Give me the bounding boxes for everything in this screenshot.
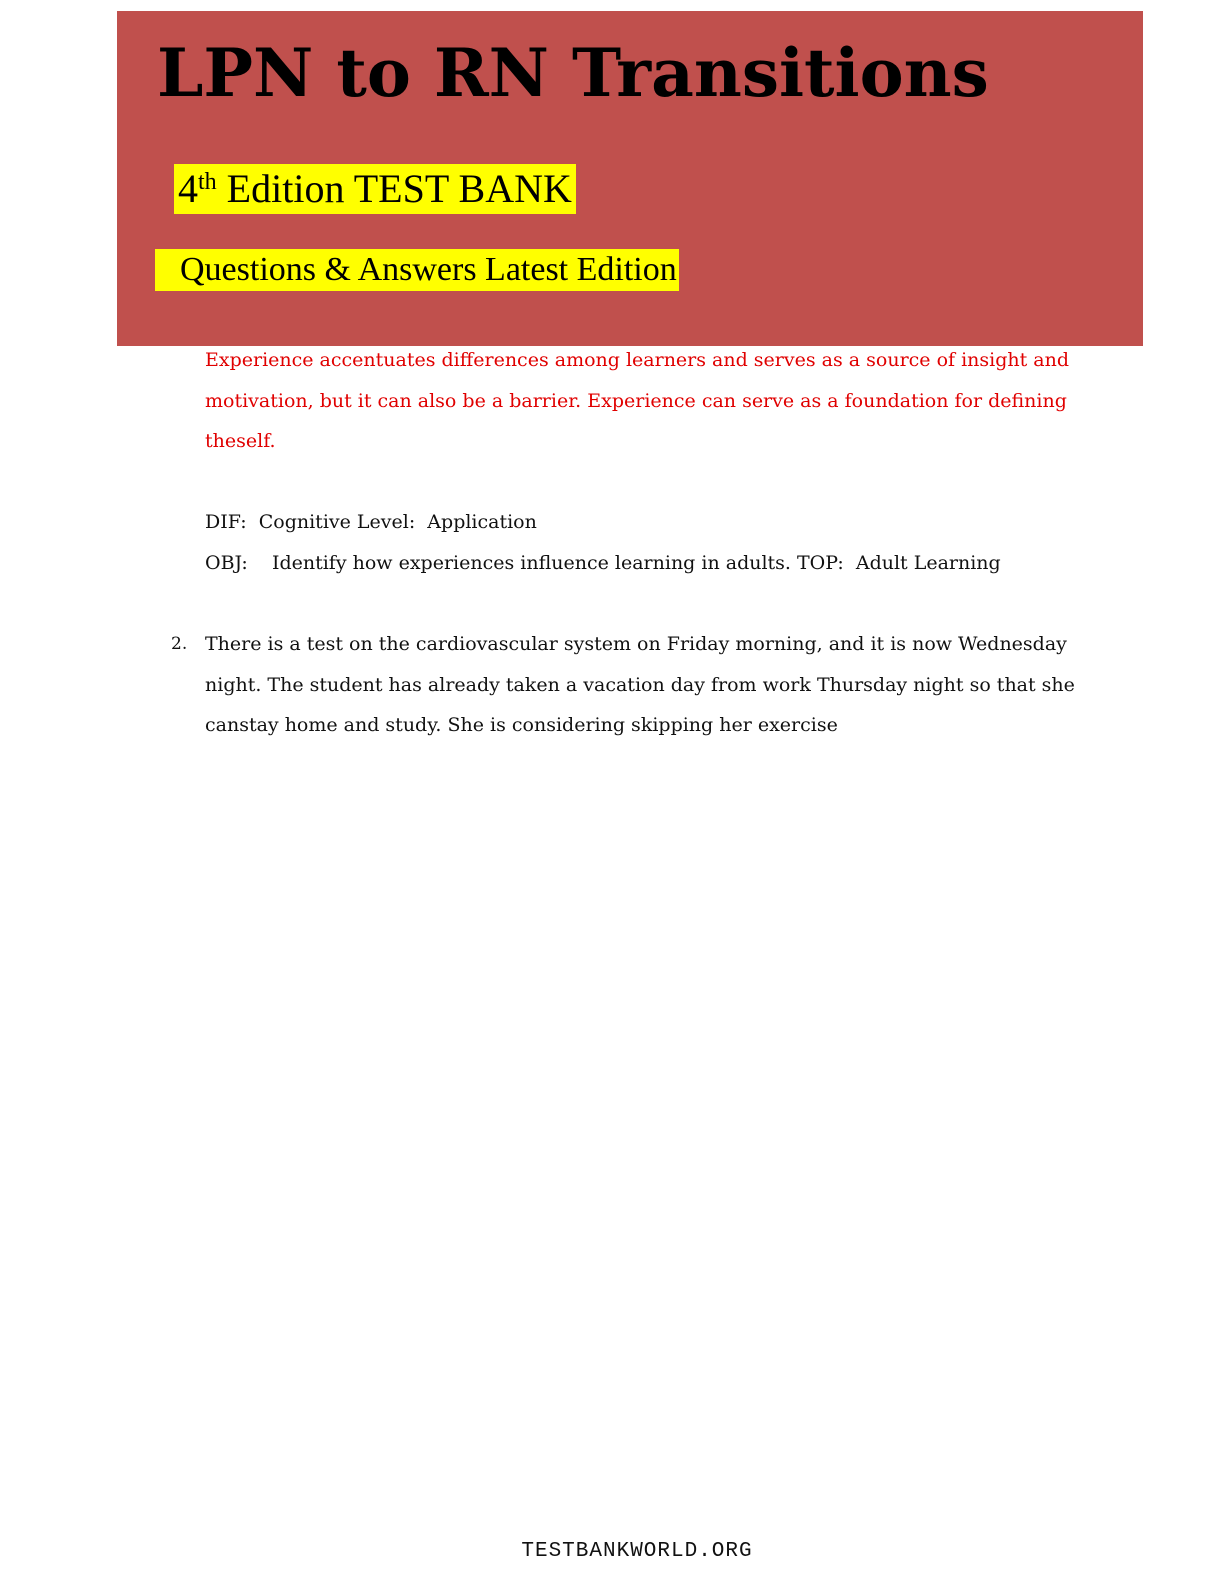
document-title: LPN to RN Transitions bbox=[157, 34, 989, 112]
edition-text: Edition TEST BANK bbox=[216, 166, 572, 211]
header-banner bbox=[117, 11, 1143, 346]
edition-label bbox=[174, 164, 576, 214]
objective-line: OBJ: Identify how experiences influence learning in adults. TOP: Adult Learning bbox=[205, 552, 1001, 574]
edition-suffix: th bbox=[198, 168, 217, 195]
question-text: There is a test on the cardiovascular system on Friday morning, and it is now Wednesday night. The student has already taken a vacation day from work Thursday night so that she canstay home and study. She is considering skipping her exercise bbox=[205, 633, 1075, 736]
answer-rationale: Experience accentuates differences among learners and serves as a source of insight and motivation, but it can also be a barrier. Experience can serve as a foundation for defining theself. bbox=[205, 349, 1070, 452]
edition-number: 4 bbox=[178, 166, 198, 211]
question-number: 2. bbox=[171, 634, 188, 654]
subtitle: Questions & Answers Latest Edition bbox=[155, 249, 679, 291]
footer-watermark: TESTBANKWORLD.ORG bbox=[521, 1540, 753, 1563]
difficulty-line: DIF: Cognitive Level: Application bbox=[205, 511, 537, 533]
